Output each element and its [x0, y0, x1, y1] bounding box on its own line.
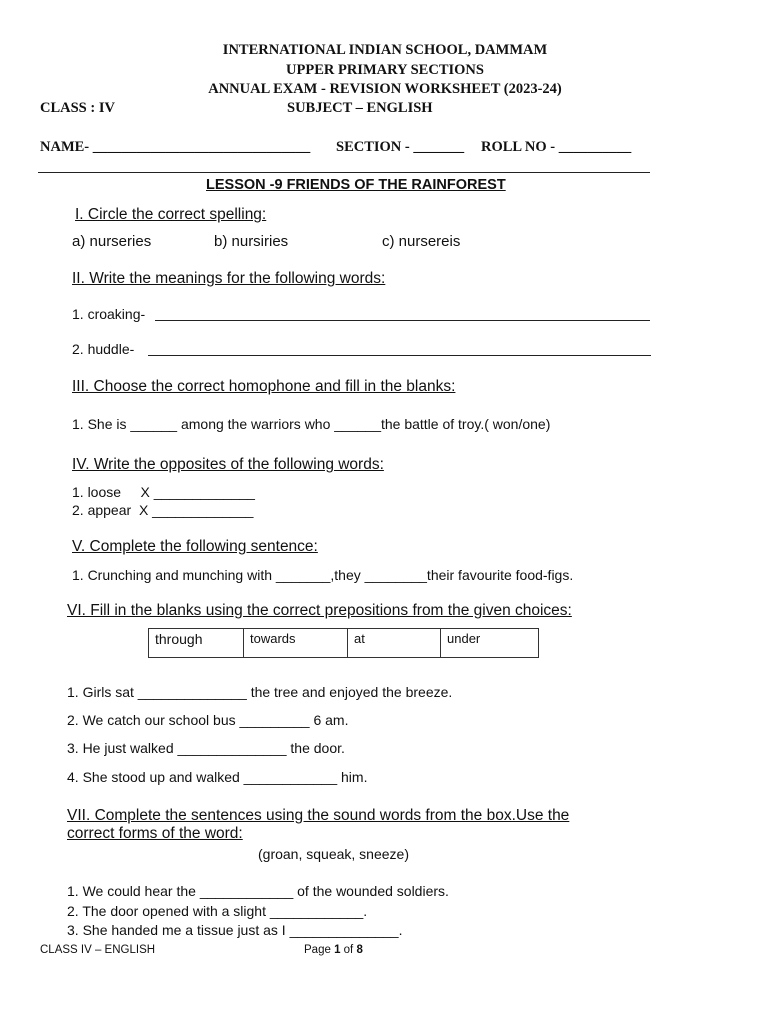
q2-item-2: 2. huddle-: [72, 341, 135, 357]
q5-title: V. Complete the following sentence:: [72, 538, 318, 555]
q7-title-line-1: VII. Complete the sentences using the sound words from the box.Use the: [67, 807, 570, 824]
header-divider: [38, 172, 650, 173]
q3-title: III. Choose the correct homophone and fill in the blanks:: [72, 378, 456, 395]
page-total: 8: [356, 944, 363, 956]
q6-item-2: 2. We catch our school bus _________ 6 am.: [67, 712, 349, 728]
q1-title: I. Circle the correct spelling:: [75, 206, 267, 223]
q2-item-1: 1. croaking-: [72, 306, 146, 322]
page-prefix: Page: [304, 944, 335, 956]
choice-under: under: [441, 629, 539, 658]
page-number: [304, 944, 363, 956]
q5-item-1: 1. Crunching and munching with _______,they ________their favourite food-figs.: [72, 567, 574, 583]
q7-item-3: 3. She handed me a tissue just as I ______________.: [67, 922, 403, 938]
page-current: 1: [334, 944, 341, 956]
q7-title-line-2: correct forms of the word:: [67, 825, 243, 842]
subject-label: SUBJECT – ENGLISH: [287, 100, 433, 116]
q7-word-box: (groan, squeak, sneeze): [258, 846, 409, 862]
q2-answer-line-2: [148, 355, 651, 356]
q1-option-c: c) nursereis: [382, 233, 461, 250]
exam-title: ANNUAL EXAM - REVISION WORKSHEET (2023-24): [208, 81, 562, 97]
q7-item-2: 2. The door opened with a slight ____________.: [67, 903, 368, 919]
q6-item-3: 3. He just walked ______________ the door.: [67, 740, 345, 756]
choice-towards: towards: [244, 629, 348, 658]
section-name: UPPER PRIMARY SECTIONS: [286, 62, 484, 78]
q2-title: II. Write the meanings for the following words:: [72, 270, 386, 287]
page-mid: of: [340, 944, 357, 956]
q6-item-4: 4. She stood up and walked ____________ him.: [67, 769, 368, 785]
q4-title: IV. Write the opposites of the following words:: [72, 456, 384, 473]
q1-option-b: b) nursiries: [214, 233, 289, 250]
q6-item-1: 1. Girls sat ______________ the tree and enjoyed the breeze.: [67, 684, 453, 700]
footer-class-subject: CLASS IV – ENGLISH: [40, 944, 156, 956]
school-name: INTERNATIONAL INDIAN SCHOOL, DAMMAM: [222, 42, 548, 58]
q2-answer-line-1: [155, 320, 650, 321]
roll-no-field: ROLL NO - __________: [481, 139, 632, 155]
name-field: NAME- ______________________________: [40, 139, 311, 155]
q1-option-a: a) nurseries: [72, 233, 152, 250]
q4-item-2: 2. appear X _____________: [72, 502, 254, 518]
lesson-title: LESSON -9 FRIENDS OF THE RAINFOREST: [206, 177, 506, 193]
q7-item-1: 1. We could hear the ____________ of the wounded soldiers.: [67, 883, 449, 899]
preposition-choices-table: [148, 628, 539, 658]
q6-title: VI. Fill in the blanks using the correct prepositions from the given choices:: [67, 602, 572, 619]
class-label: CLASS : IV: [40, 100, 115, 116]
choice-through: through: [149, 629, 244, 658]
section-field: SECTION - _______: [336, 139, 465, 155]
choice-at: at: [348, 629, 441, 658]
q3-item-1: 1. She is ______ among the warriors who ______the battle of troy.( won/one): [72, 416, 551, 432]
q4-item-1: 1. loose X _____________: [72, 484, 255, 500]
